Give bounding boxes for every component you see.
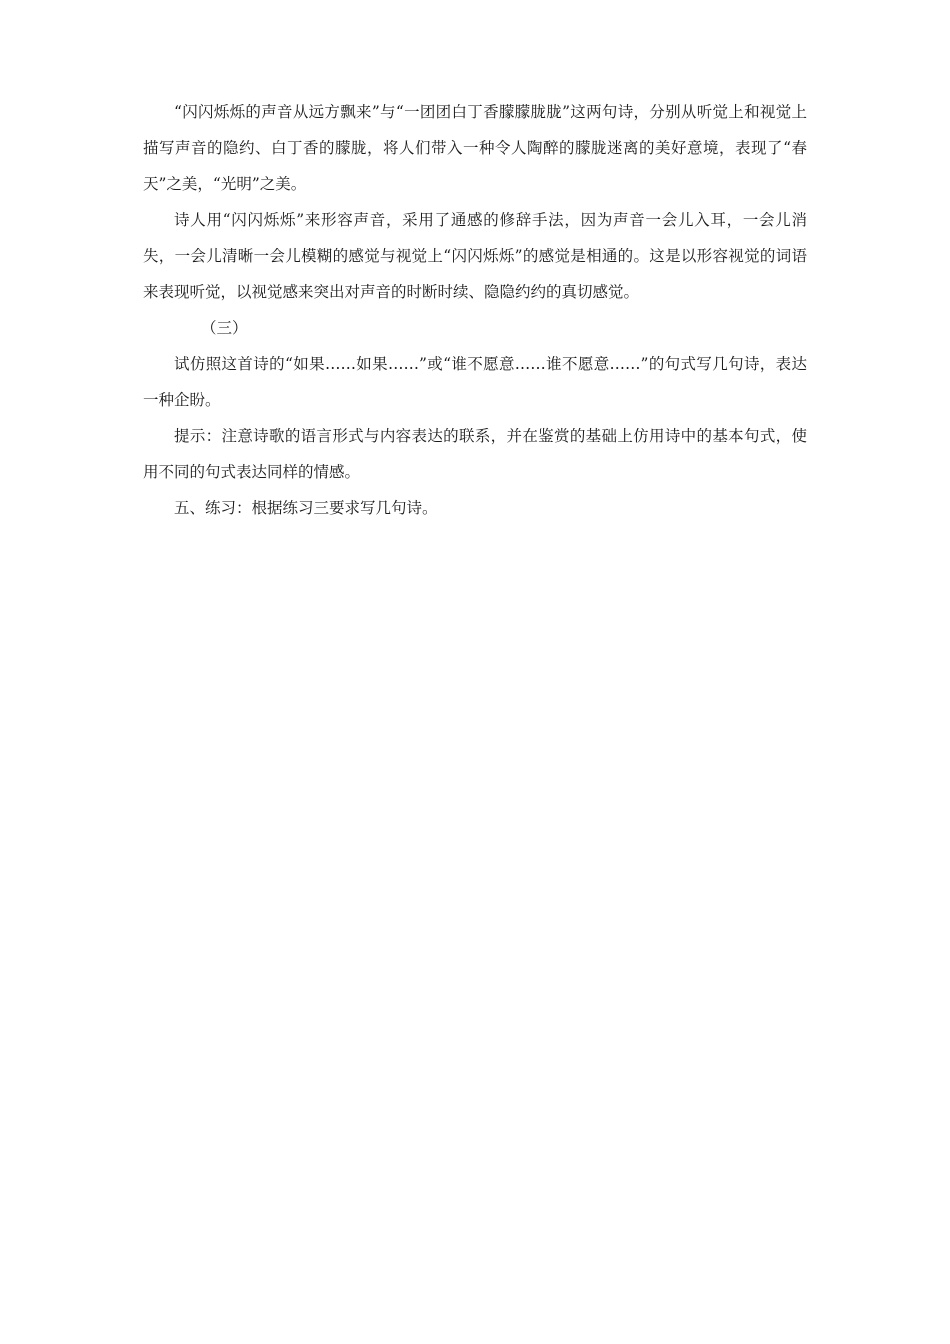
paragraph-exercise: 五、练习：根据练习三要求写几句诗。 xyxy=(174,499,438,517)
section-heading-three: （三） xyxy=(201,319,248,337)
paragraph-imitation-task: 试仿照这首诗的“如果……如果……”或“谁不愿意……谁不愿意……”的句式写几句诗，表达一种企盼。 xyxy=(143,355,807,409)
paragraph-hint: 提示：注意诗歌的语言形式与内容表达的联系，并在鉴赏的基础上仿用诗中的基本句式，使用不同的句式表达同样的情感。 xyxy=(143,427,807,481)
document-body xyxy=(143,94,807,526)
paragraph-synesthesia-analysis: 诗人用“闪闪烁烁”来形容声音，采用了通感的修辞手法，因为声音一会儿入耳，一会儿消失，一会儿清晰一会儿模糊的感觉与视觉上“闪闪烁烁”的感觉是相通的。这是以形容视觉的词语来表现听觉，以视觉感来突出对声音的时断时续、隐隐约约的真切感觉。 xyxy=(143,211,807,301)
paragraph-imagery-analysis: “闪闪烁烁的声音从远方飘来”与“一团团白丁香朦朦胧胧”这两句诗，分别从听觉上和视觉上描写声音的隐约、白丁香的朦胧，将人们带入一种令人陶醉的朦胧迷离的美好意境，表现了“春天”之美，“光明”之美。 xyxy=(143,103,807,193)
